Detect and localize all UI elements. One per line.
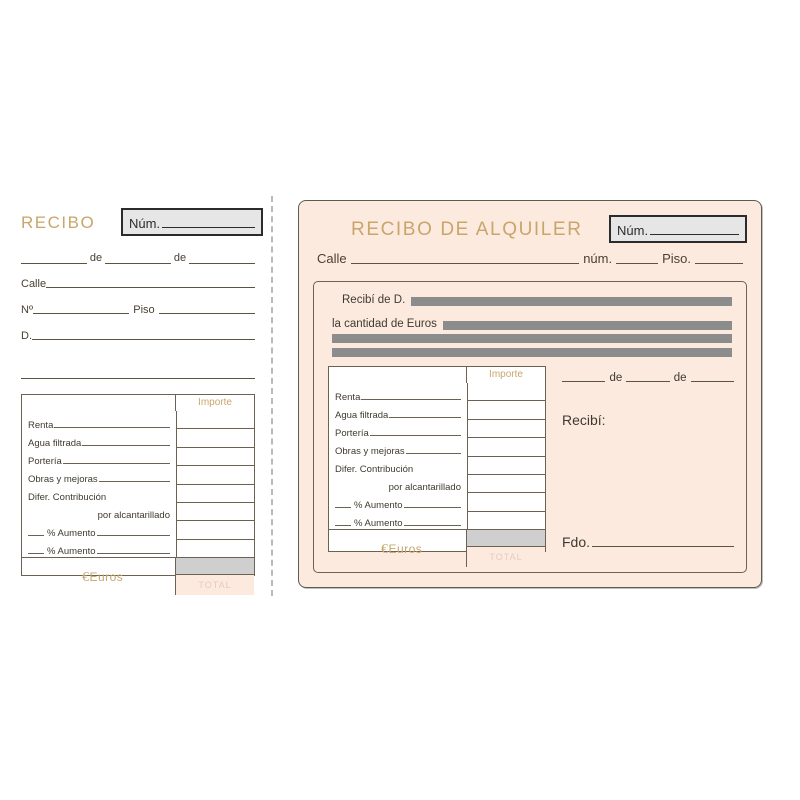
stub-street-label: Calle bbox=[21, 278, 47, 290]
stub-concept-label: Renta bbox=[28, 420, 54, 431]
stub-date-month-line bbox=[105, 263, 171, 264]
receipt-concept-writeline bbox=[370, 435, 461, 436]
stub-concept-list bbox=[22, 411, 176, 557]
stub-amount-cell[interactable] bbox=[177, 485, 254, 503]
signature-label: Fdo. bbox=[562, 534, 591, 550]
stub-number-field[interactable] bbox=[121, 208, 263, 236]
stub-currency-label bbox=[82, 569, 123, 585]
stub-concept-label: % Aumento bbox=[47, 528, 96, 539]
stub-concept-row[interactable] bbox=[28, 431, 170, 449]
stub-amount-cell[interactable] bbox=[177, 540, 254, 557]
stub-table-header-blank bbox=[22, 395, 175, 411]
receipt-concept-writeline bbox=[404, 525, 461, 526]
stub-concept-label: Difer. Contribución bbox=[28, 492, 107, 503]
stub-total-label: TOTAL bbox=[176, 575, 254, 595]
stub-date-de-2: de bbox=[173, 252, 187, 264]
receipt-currency-text: Euros bbox=[388, 541, 423, 556]
receipt-amount-cell[interactable] bbox=[468, 475, 545, 493]
rental-receipt bbox=[298, 200, 762, 588]
receipt-number-writeline bbox=[650, 234, 739, 235]
amount-in-words-fill bbox=[443, 321, 732, 330]
receipt-table-header-blank bbox=[329, 367, 466, 383]
signature-row[interactable] bbox=[562, 534, 734, 550]
stub-concept-label: Obras y mejoras bbox=[28, 474, 98, 485]
receipt-percent-writeline bbox=[335, 507, 351, 508]
stub-amount-cell[interactable] bbox=[177, 448, 254, 466]
stub-concept-row[interactable] bbox=[28, 539, 170, 557]
stub-concept-writeline bbox=[99, 481, 170, 482]
receipt-amount-cell[interactable] bbox=[468, 457, 545, 475]
receipt-date-de-1: de bbox=[609, 372, 623, 384]
receipt-table-footer bbox=[329, 529, 545, 567]
receipt-currency-cell bbox=[329, 529, 466, 567]
receipt-concept-row[interactable] bbox=[335, 511, 461, 529]
receipt-amount-header: Importe bbox=[466, 367, 545, 383]
stub-concept-row[interactable] bbox=[28, 449, 170, 467]
receipt-concept-label: Portería bbox=[335, 428, 369, 439]
stub-total-greybar bbox=[176, 557, 254, 575]
stub-concept-label: % Aumento bbox=[47, 546, 96, 557]
stub-table-body bbox=[22, 411, 254, 557]
receipt-floor-label: Piso. bbox=[662, 251, 691, 266]
stub-concept-writeline bbox=[54, 427, 170, 428]
receipt-amount-column bbox=[467, 383, 545, 529]
stub-concept-row[interactable] bbox=[28, 467, 170, 485]
stub-amount-cell[interactable] bbox=[177, 429, 254, 447]
receipt-stub bbox=[11, 196, 266, 591]
stub-date-line[interactable] bbox=[21, 252, 255, 264]
receipt-total-greybar bbox=[467, 529, 545, 547]
receipt-address-row[interactable] bbox=[317, 251, 747, 266]
stub-person-line bbox=[32, 339, 255, 340]
amount-in-words-fill-2 bbox=[332, 334, 732, 343]
receipt-concept-row[interactable] bbox=[335, 439, 461, 457]
receipt-amount-cell[interactable] bbox=[468, 420, 545, 438]
receipt-amount-cell[interactable] bbox=[468, 401, 545, 419]
stub-amount-cell[interactable] bbox=[177, 466, 254, 484]
stub-amount-header: Importe bbox=[175, 395, 254, 411]
receipt-number-field[interactable] bbox=[609, 215, 747, 243]
receipt-date-de-2: de bbox=[673, 372, 687, 384]
stub-table-footer bbox=[22, 557, 254, 595]
stub-concept-table bbox=[21, 394, 255, 590]
stub-concept-writeline bbox=[97, 535, 170, 536]
stub-streetnumber-line bbox=[33, 313, 129, 314]
stub-currency-cell bbox=[22, 557, 175, 595]
stub-date-de-1: de bbox=[89, 252, 103, 264]
receipt-date-row[interactable] bbox=[562, 372, 734, 384]
stub-number-label: Núm. bbox=[129, 216, 161, 231]
stub-concept-row[interactable] bbox=[28, 503, 170, 521]
stub-amount-cell[interactable] bbox=[177, 503, 254, 521]
receipt-concept-label: Renta bbox=[335, 392, 361, 403]
amount-in-words-fill-3 bbox=[332, 348, 732, 357]
perforation-line bbox=[271, 196, 273, 596]
receipt-floor-line bbox=[695, 263, 743, 264]
amount-in-words-row[interactable] bbox=[332, 318, 732, 330]
receipt-date-year-line bbox=[691, 381, 734, 382]
receipt-concept-writeline bbox=[389, 417, 461, 418]
stub-concept-row[interactable] bbox=[28, 413, 170, 431]
receipt-streetnumber-label: núm. bbox=[583, 251, 613, 266]
receipt-concept-row[interactable] bbox=[335, 403, 461, 421]
stub-currency-text: Euros bbox=[89, 569, 124, 584]
receipt-concept-row[interactable] bbox=[335, 385, 461, 403]
receipt-street-line bbox=[351, 263, 580, 264]
receipt-concept-table bbox=[328, 366, 546, 562]
stub-number-writeline bbox=[162, 227, 255, 228]
stub-date-day-line bbox=[21, 263, 87, 264]
stub-street-row[interactable] bbox=[21, 278, 255, 290]
receipt-title: RECIBO DE ALQUILER bbox=[351, 219, 583, 240]
stub-concept-writeline bbox=[63, 463, 170, 464]
receipt-concept-list bbox=[329, 383, 467, 529]
receipt-streetnumber-line bbox=[616, 263, 658, 264]
stub-title: RECIBO bbox=[21, 213, 96, 232]
receipt-amount-cell[interactable] bbox=[468, 383, 545, 401]
receipt-table-body bbox=[329, 383, 545, 529]
receipt-concept-label: por alcantarillado bbox=[388, 482, 461, 493]
stub-floor-label: Piso bbox=[133, 304, 155, 316]
stub-streetnumber-label: Nº bbox=[21, 304, 33, 316]
stub-concept-label: por alcantarillado bbox=[97, 510, 170, 521]
receipt-street-label: Calle bbox=[317, 251, 347, 266]
receipt-concept-writeline bbox=[406, 453, 461, 454]
stub-percent-writeline bbox=[28, 535, 44, 536]
signature-line bbox=[592, 546, 734, 547]
received-from-label: Recibí de D. bbox=[342, 294, 406, 306]
stub-concept-writeline bbox=[82, 445, 170, 446]
receipt-concept-label: Obras y mejoras bbox=[335, 446, 405, 457]
stub-divider bbox=[21, 378, 255, 379]
stub-concept-row[interactable] bbox=[28, 521, 170, 539]
stub-concept-row[interactable] bbox=[28, 485, 170, 503]
received-from-fill bbox=[411, 297, 732, 306]
receipt-concept-label: Agua filtrada bbox=[335, 410, 389, 421]
receipt-amount-cell[interactable] bbox=[468, 512, 545, 529]
receipt-date-day-line bbox=[562, 381, 605, 382]
receipt-concept-row[interactable] bbox=[335, 475, 461, 493]
stub-table-header bbox=[22, 395, 254, 411]
receipt-inner-panel bbox=[313, 281, 747, 573]
receipt-concept-writeline bbox=[404, 507, 461, 508]
receipt-concept-row[interactable] bbox=[335, 421, 461, 439]
receipt-total-label: TOTAL bbox=[467, 547, 545, 567]
stub-date-year-line bbox=[189, 263, 255, 264]
stub-total-cell bbox=[175, 557, 254, 595]
stub-amount-cell[interactable] bbox=[177, 411, 254, 429]
receipt-table-header bbox=[329, 367, 545, 383]
euro-symbol-icon: € bbox=[380, 541, 389, 557]
receipt-concept-writeline bbox=[361, 399, 461, 400]
stub-number-floor-row[interactable] bbox=[21, 304, 255, 316]
stub-amount-column bbox=[176, 411, 254, 557]
stub-person-row[interactable] bbox=[21, 330, 255, 342]
receipt-amount-cell[interactable] bbox=[468, 438, 545, 456]
amount-in-words-label: la cantidad de Euros bbox=[332, 318, 437, 330]
stub-amount-cell[interactable] bbox=[177, 521, 254, 539]
receipt-currency-label bbox=[381, 541, 422, 557]
stub-concept-writeline bbox=[97, 553, 170, 554]
stub-concept-label: Portería bbox=[28, 456, 62, 467]
stub-percent-writeline bbox=[28, 553, 44, 554]
receipt-concept-label: % Aumento bbox=[354, 500, 403, 511]
stub-floor-line bbox=[159, 313, 255, 314]
receipt-number-label: Núm. bbox=[617, 223, 649, 238]
stub-person-label: D. bbox=[21, 330, 32, 342]
receipt-signature-pane bbox=[562, 370, 734, 564]
received-by-label: Recibí: bbox=[562, 412, 606, 428]
received-from-row[interactable] bbox=[342, 294, 732, 306]
stub-concept-label: Agua filtrada bbox=[28, 438, 82, 449]
receipt-amount-cell[interactable] bbox=[468, 493, 545, 511]
receipt-date-month-line bbox=[626, 381, 669, 382]
receipt-concept-label: % Aumento bbox=[354, 518, 403, 529]
receipt-concept-row[interactable] bbox=[335, 457, 461, 475]
receipt-concept-row[interactable] bbox=[335, 493, 461, 511]
receipt-percent-writeline bbox=[335, 525, 351, 526]
euro-symbol-icon: € bbox=[81, 569, 90, 585]
stub-street-line bbox=[46, 287, 255, 288]
receipt-total-cell bbox=[466, 529, 545, 567]
receipt-concept-label: Difer. Contribución bbox=[335, 464, 414, 475]
